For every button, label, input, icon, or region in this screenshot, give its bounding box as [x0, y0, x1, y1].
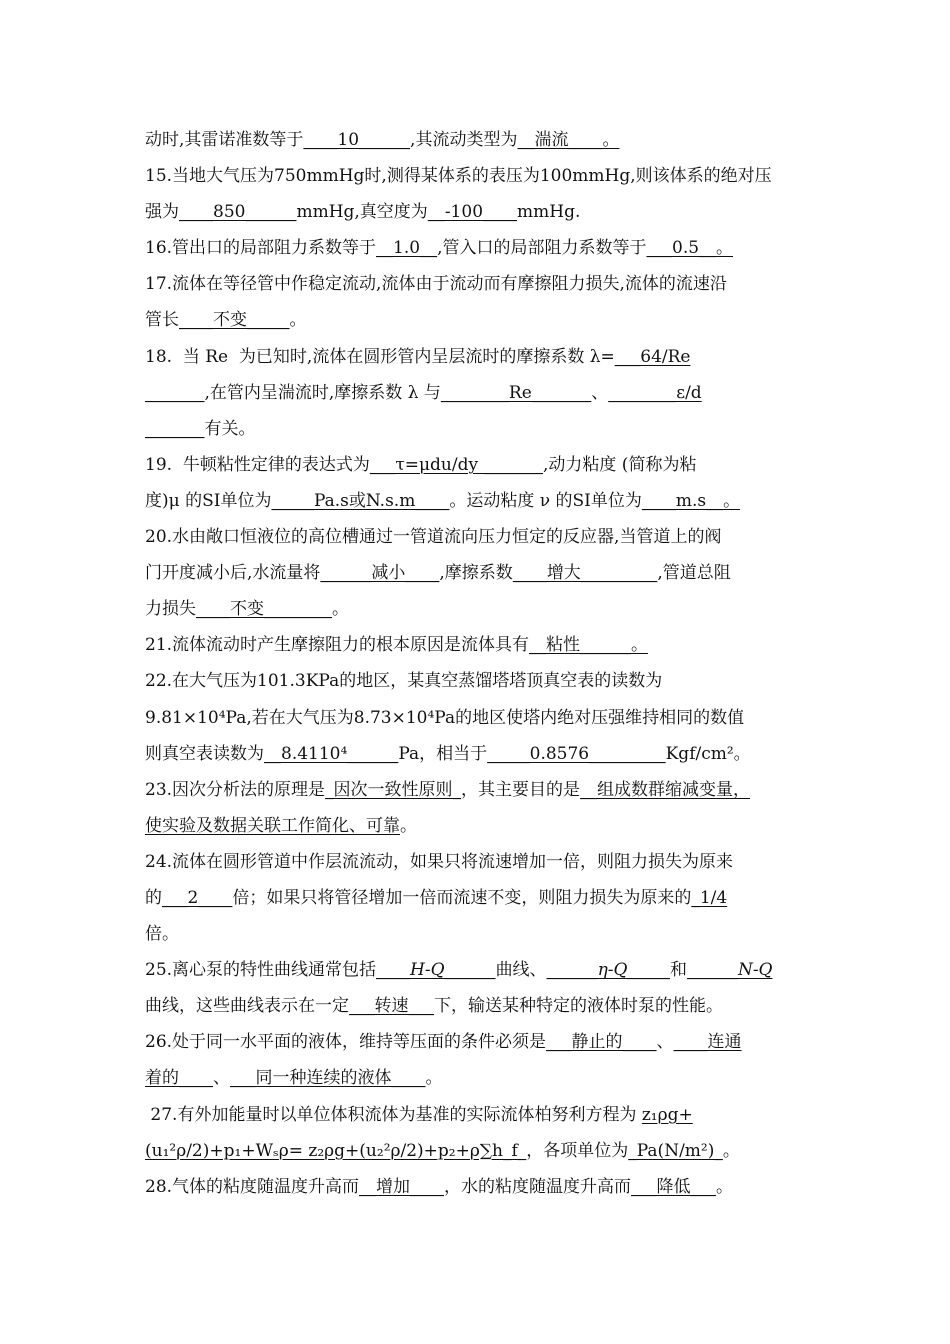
answer-blank: ____10______ [303, 130, 411, 150]
answer-blank: 使实验及数据关联工作简化、可靠 [145, 815, 400, 836]
text-line: 24.流体在圆形管道中作层流流动，如果只将流速增加一倍，则阻力损失为原来 [145, 851, 734, 872]
text-line: 则真空表读数为__8.4110⁴______Pa，相当于_____0.8576_________Kgf/cm²。 [145, 743, 751, 764]
text-line: 17.流体在等径管中作稳定流动,流体由于流动而有摩擦阻力损失,流体的流速沿 [145, 274, 727, 295]
text-line: 25.离心泵的特性曲线通常包括____H-Q______曲线、______η-Q_____和______N-Q [145, 960, 773, 981]
answer-blank: ___2____ [162, 887, 233, 908]
answer-blank: __粘性______。 [529, 635, 649, 656]
answer-blank: ____不变_____ [179, 310, 290, 331]
answer-blank: ___转速___ [349, 996, 434, 1017]
text-line: 27.有外加能量时以单位体积流体为基准的实际流体柏努利方程为 z₁ρg+ [145, 1104, 693, 1125]
exam-answers-text [145, 122, 825, 1205]
answer-blank: 着的____ [145, 1068, 213, 1089]
text-line: 19. 牛顿粘性定律的表达式为___τ=μdu/dy _______,动力粘度 (简称为粘 [145, 454, 697, 475]
answer-blank: _____0.8576_________ [487, 743, 666, 764]
text-line: 着的____、___同一种连续的液体____。 [145, 1068, 443, 1089]
answer-blank: z₁ρg+ [641, 1104, 693, 1125]
answer-blank: ___64/Re [614, 346, 691, 367]
answer-blank: __-100____ [427, 202, 518, 223]
answer-blank: ________Re_______ [440, 382, 592, 403]
text-line: 门开度减小后,水流量将______减小____,摩擦系数____增大_________,管道总阻 [145, 563, 731, 584]
answer-blank: _1/4 [691, 887, 728, 908]
answer-blank: ___同一种连续的液体____ [230, 1068, 426, 1089]
answer-blank: _Pa(N/m²)_ [628, 1140, 723, 1161]
answer-blank: _______ [145, 418, 205, 439]
answer-blank: ____m.s__。 [641, 490, 741, 511]
answer-blank: __湍流____。 [517, 130, 620, 150]
answer-blank: ____连通 [673, 1032, 742, 1053]
answer-blank: __增加____ [359, 1176, 445, 1197]
answer-blank: __组成数群缩减变量， [580, 779, 751, 800]
answer-blank: _因次一致性原则_ [325, 779, 462, 800]
answer-blank: ______η-Q_____ [546, 960, 670, 981]
text-line: _______有关。 [145, 418, 256, 439]
text-line: 动时,其雷诺准数等于____10______,其流动类型为__湍流____。 [145, 130, 620, 150]
text-line: 使实验及数据关联工作简化、可靠。 [145, 815, 417, 836]
answer-blank: _____Pa.s或N.s.m____ [271, 490, 450, 511]
text-line: 15.当地大气压为750mmHg时,测得某体系的表压为100mmHg,则该体系的绝对压 [145, 166, 772, 187]
text-line: _______,在管内呈湍流时,摩擦系数 λ 与________Re_______、________ε/d [145, 382, 702, 403]
answer-blank: ____不变________ [196, 599, 332, 620]
text-line: 21.流体流动时产生摩擦阻力的根本原因是流体具有__粘性______。 [145, 635, 649, 656]
answer-blank: __1.0__ [376, 238, 438, 259]
text-line: 管长____不变_____。 [145, 310, 307, 331]
text-line: 22.在大气压为101.3KPa的地区，某真空蒸馏塔塔顶真空表的读数为 [145, 671, 663, 692]
text-line: 强为____850______mmHg,真空度为__-100____mmHg. [145, 202, 581, 223]
answer-blank: _______ [145, 382, 205, 403]
answer-blank: ___降低___ [631, 1176, 717, 1197]
text-line: 18. 当 Re 为已知时,流体在圆形管内呈层流时的摩擦系数 λ=___64/Re [145, 346, 691, 367]
text-line: 度)μ 的SI单位为_____Pa.s或N.s.m____。运动粘度 ν 的SI单位为____m.s__。 [145, 490, 741, 511]
answer-blank: ______减小____ [320, 563, 440, 584]
text-line: 26.处于同一水平面的液体，维持等压面的条件必须是___静止的____、____连通 [145, 1032, 742, 1053]
text-line: 28.气体的粘度随温度升高而__增加____，水的粘度随温度升高而___降低___。 [145, 1176, 734, 1197]
answer-blank: ___τ=μdu/dy _______ [369, 454, 543, 475]
answer-blank: ______N-Q [686, 960, 773, 981]
answer-blank: (u₁²ρ/2)+p₁+Wₛρ= z₂ρg+(u₂²ρ/2)+p₂+ρ∑h_f_ [145, 1140, 527, 1161]
text-line: 23.因次分析法的原理是_因次一致性原则_，其主要目的是__组成数群缩减变量， [145, 779, 751, 800]
answer-blank: ____H-Q______ [376, 960, 496, 981]
text-line: 的___2____倍；如果只将管径增加一倍而流速不变，则阻力损失为原来的_1/4 [145, 887, 728, 908]
text-line: 9.81×10⁴Pa,若在大气压为8.73×10⁴Pa的地区使塔内绝对压强维持相同的数值 [145, 707, 745, 728]
text-line: (u₁²ρ/2)+p₁+Wₛρ= z₂ρg+(u₂²ρ/2)+p₂+ρ∑h_f_，各项单位为_Pa(N/m²)_。 [145, 1140, 740, 1161]
text-line: 倍。 [145, 924, 179, 945]
text-line: 曲线，这些曲线表示在一定___转速___下，输送某种特定的液体时泵的性能。 [145, 996, 723, 1017]
text-line: 20.水由敞口恒液位的高位槽通过一管道流向压力恒定的反应器,当管道上的阀 [145, 527, 722, 548]
answer-blank: ___静止的____ [546, 1032, 657, 1053]
text-line: 力损失____不变________。 [145, 599, 349, 620]
answer-blank: ____850______ [179, 202, 297, 223]
answer-blank: ___0.5__。 [646, 238, 734, 259]
answer-blank: ____增大_________ [512, 563, 658, 584]
answer-blank: ________ε/d [608, 382, 702, 403]
text-line: 16.管出口的局部阻力系数等于__1.0__,管入口的局部阻力系数等于___0.5__。 [145, 238, 734, 259]
answer-blank: __8.4110⁴______ [264, 743, 399, 764]
